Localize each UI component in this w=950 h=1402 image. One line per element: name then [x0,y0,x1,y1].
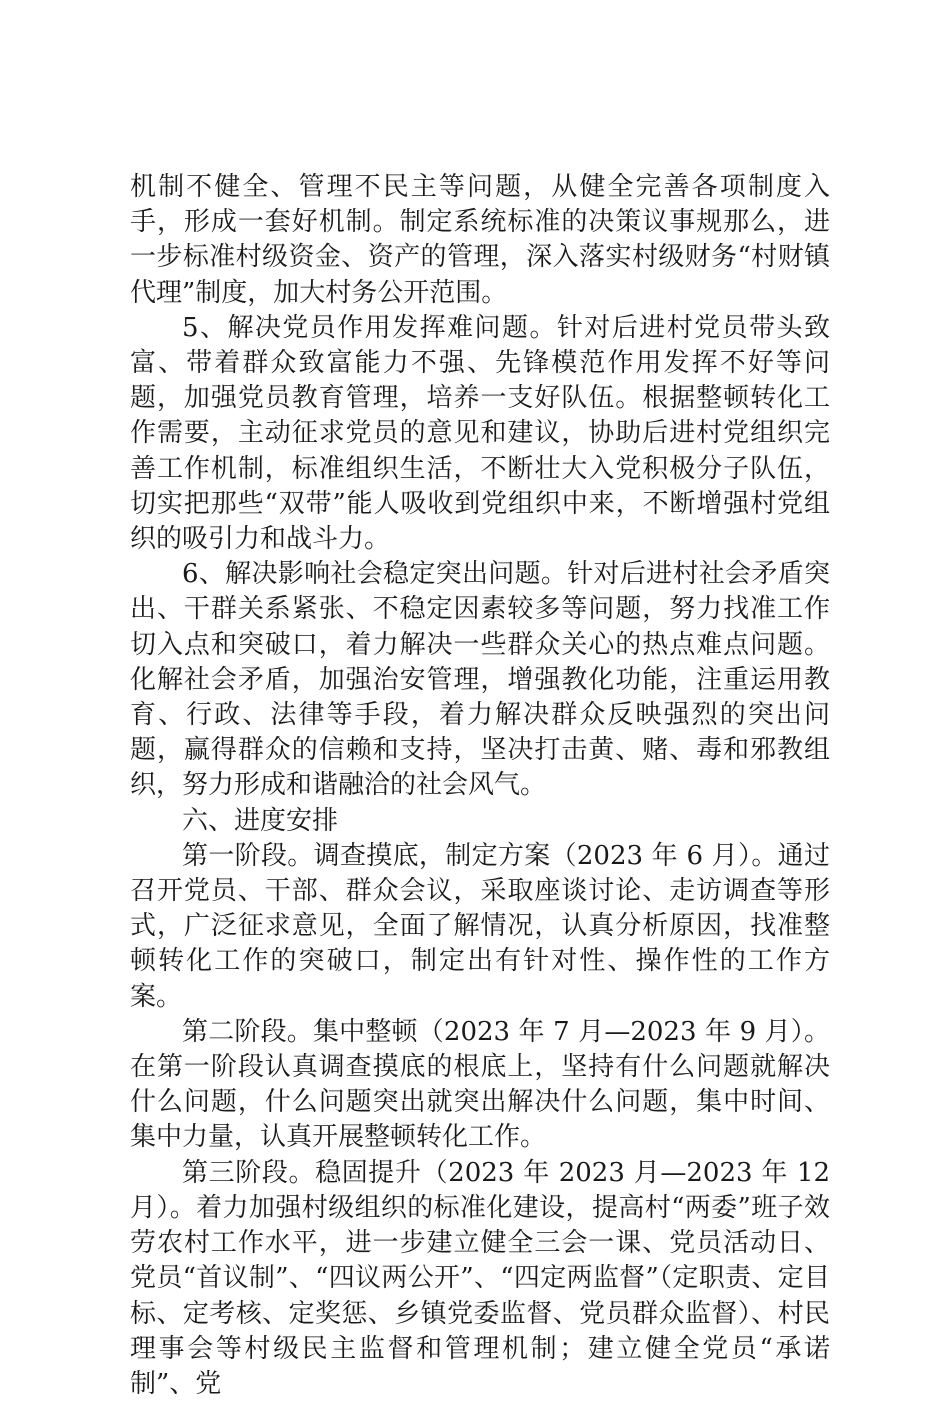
paragraph-stage-1: 第一阶段。调查摸底，制定方案（2023 年 6 月）。通过召开党员、干部、群众会议，采取座谈讨论、走访调查等形式，广泛征求意见，全面了解情况，认真分析原因，找准整顿转化工作的突破口，制定出有针对性、操作性的工作方案。 [130,840,830,1012]
section-heading-schedule: 六、进度安排 [182,805,339,836]
paragraph-item-5-party-members: 5、解决党员作用发挥难问题。针对后进村党员带头致富、带着群众致富能力不强、先锋模范作用发挥不好等问题，加强党员教育管理，培养一支好队伍。根据整顿转化工作需要，主动征求党员的意见和建议，协助后进村党组织完善工作机制，标准组织生活，不断壮大入党积极分子队伍，切实把那些“双带”能人吸收到党组织中来，不断增强村党组织的吸引力和战斗力。 [130,312,830,555]
paragraph-stage-3: 第三阶段。稳固提升（2023 年 2023 月—2023 年 12 月）。着力加强村级组织的标准化建设，提高村“两委”班子效劳农村工作水平，进一步建立健全三会一课、党员活动日、党员“首议制”、“四议两公开”、“四定两监督”（定职责、定目标、定考核、定奖惩、乡镇党委监督、党员群众监督）、村民理事会等村级民主监督和管理机制；建立健全党员“承诺制”、党 [130,1157,830,1399]
document-body [130,170,830,1402]
paragraph-mechanism-continuation: 机制不健全、管理不民主等问题，从健全完善各项制度入手，形成一套好机制。制定系统标准的决策议事规那么，进一步标准村级资金、资产的管理，深入落实村级财务“村财镇代理”制度，加大村务公开范围。 [130,172,830,308]
paragraph-stage-2: 第二阶段。集中整顿（2023 年 7 月—2023 年 9 月）。在第一阶段认真调查摸底的根底上，坚持有什么问题就解决什么问题，什么问题突出就突出解决什么问题，集中时间、集中力量，认真开展整顿转化工作。 [130,1016,830,1153]
paragraph-item-6-social-stability: 6、解决影响社会稳定突出问题。针对后进村社会矛盾突出、干群关系紧张、不稳定因素较多等问题，努力找准工作切入点和突破口，着力解决一些群众关心的热点难点问题。化解社会矛盾，加强治安管理，增强教化功能，注重运用教育、行政、法律等手段，着力解决群众反映强烈的突出问题，赢得群众的信赖和支持，坚决打击黄、赌、毒和邪教组织，努力形成和谐融洽的社会风气。 [130,559,830,801]
